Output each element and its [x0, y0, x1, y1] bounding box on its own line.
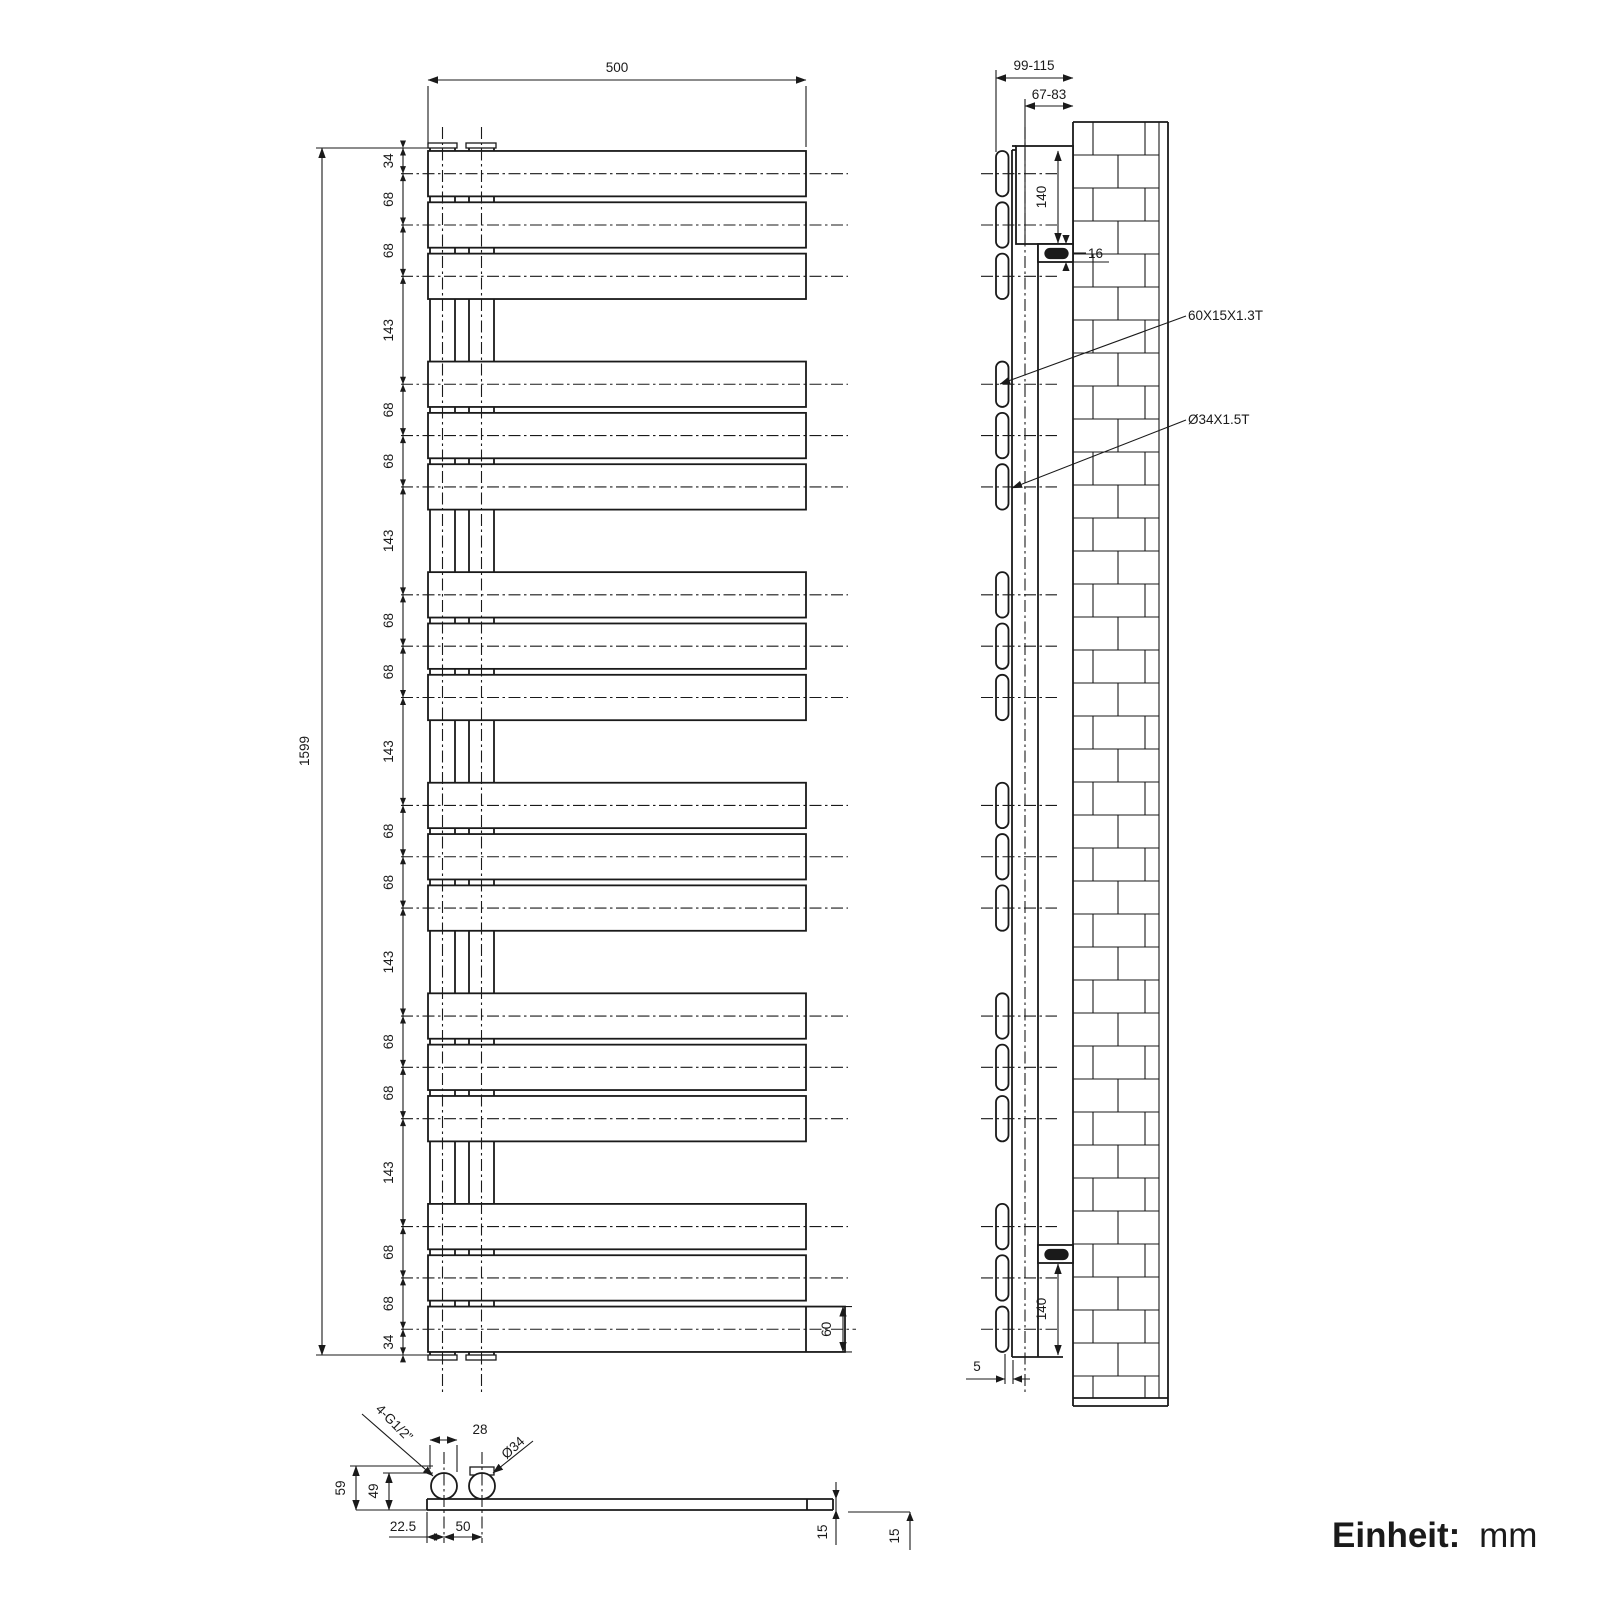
unit-value: mm [1479, 1516, 1538, 1555]
chain-segment-label: 68 [381, 1244, 396, 1260]
dim-arrow [400, 141, 406, 149]
dim-label: 1599 [297, 735, 312, 767]
dim-arrow [400, 1060, 406, 1068]
dim-label: 50 [455, 1519, 471, 1534]
dim-label: 15 [815, 1524, 830, 1540]
dim-label: 67-83 [1031, 87, 1067, 102]
dim-arrow [832, 1510, 839, 1519]
dim-arrow [1013, 1375, 1022, 1382]
dim-arrow [400, 1119, 406, 1127]
dim-arrow [400, 166, 406, 174]
chain-segment-label: 143 [381, 950, 396, 974]
dim-arrow [400, 857, 406, 865]
dim-arrow [1062, 262, 1069, 271]
dim-label: 59 [333, 1480, 348, 1496]
dim-arrow [400, 428, 406, 436]
dim-arrow [400, 1329, 406, 1337]
side-view-dimensions [966, 58, 1263, 1384]
dim-arrow [400, 1322, 406, 1330]
dim-arrow [400, 587, 406, 595]
dim-arrow [906, 1512, 913, 1521]
chain-segment-label: 68 [381, 243, 396, 259]
dim-label: 60 [819, 1321, 834, 1337]
chain-segment-label: 143 [381, 529, 396, 553]
dim-label: 5 [973, 1359, 981, 1374]
chain-segment-label: 34 [381, 1334, 396, 1350]
dim-arrow [400, 798, 406, 806]
dim-arrow [400, 595, 406, 603]
bottom-view-dimensions [333, 1401, 914, 1550]
chain-segment-label: 143 [381, 319, 396, 342]
dim-label: 140 [1034, 185, 1049, 209]
chain-segment-label: 143 [381, 1161, 396, 1184]
dim-arrow [400, 436, 406, 444]
dim-label: 99-115 [1013, 58, 1055, 73]
dim-arrow [400, 377, 406, 385]
dim-arrow [400, 690, 406, 698]
brick-wall [1073, 122, 1168, 1406]
dim-arrow [400, 1355, 406, 1363]
dim-arrow [400, 217, 406, 225]
dim-arrow [400, 1270, 406, 1278]
chain-segment-label: 68 [381, 664, 396, 680]
dim-arrow [400, 805, 406, 813]
dim-arrow [400, 148, 406, 156]
dim-arrow [400, 1111, 406, 1119]
dim-arrow [400, 1219, 406, 1227]
dim-label: 140 [1034, 1297, 1049, 1321]
dim-arrow [400, 225, 406, 233]
chain-segment-label: 34 [381, 153, 396, 169]
dim-label: 22.5 [389, 1519, 417, 1534]
dim-arrow [400, 479, 406, 487]
dim-arrow [400, 1227, 406, 1235]
chain-segment-label: 68 [381, 823, 396, 839]
unit-note [1332, 1516, 1537, 1555]
chain-segment-label: 68 [381, 1034, 396, 1050]
dim-label: 15 [887, 1528, 902, 1544]
dim-arrow [400, 901, 406, 909]
chain-segment-label: 68 [381, 1296, 396, 1312]
dim-arrow [400, 849, 406, 857]
flat-bar-spec-label: 60X15X1.3T [1188, 308, 1264, 323]
dim-label: 500 [605, 60, 629, 75]
side-view [981, 127, 1073, 1395]
chain-segment-label: 143 [381, 740, 396, 763]
dim-arrow [400, 1347, 406, 1355]
tube-spec-label: Ø34X1.5T [1188, 412, 1250, 427]
dim-arrow [400, 487, 406, 495]
dim-arrow [996, 1375, 1005, 1382]
dim-arrow [400, 1016, 406, 1024]
dim-arrow [400, 1067, 406, 1075]
front-view [401, 127, 856, 1393]
dim-arrow [400, 646, 406, 654]
dim-arrow [400, 639, 406, 647]
dim-label: 16 [1088, 246, 1104, 261]
dim-arrow [400, 1278, 406, 1286]
dim-arrow [832, 1490, 839, 1499]
dim-arrow [400, 269, 406, 277]
dim-label: 49 [366, 1483, 381, 1499]
chain-segment-label: 68 [381, 402, 396, 418]
dim-arrow [400, 1009, 406, 1017]
unit-label: Einheit: [1332, 1516, 1461, 1555]
pipe-dia-label: Ø34 [498, 1433, 528, 1462]
dim-arrow [400, 276, 406, 284]
dim-label: 28 [472, 1422, 488, 1437]
chain-segment-label: 68 [381, 874, 396, 890]
chain-segment-label: 68 [381, 191, 396, 207]
dim-arrow [400, 384, 406, 392]
chain-segment-label: 68 [381, 612, 396, 629]
chain-segment-label: 68 [381, 1085, 396, 1101]
thread-spec-label: 4-G1/2” [372, 1401, 416, 1445]
dim-arrow [400, 908, 406, 916]
dim-arrow [400, 697, 406, 705]
dim-arrow [400, 174, 406, 182]
chain-segment-label: 68 [381, 453, 396, 469]
